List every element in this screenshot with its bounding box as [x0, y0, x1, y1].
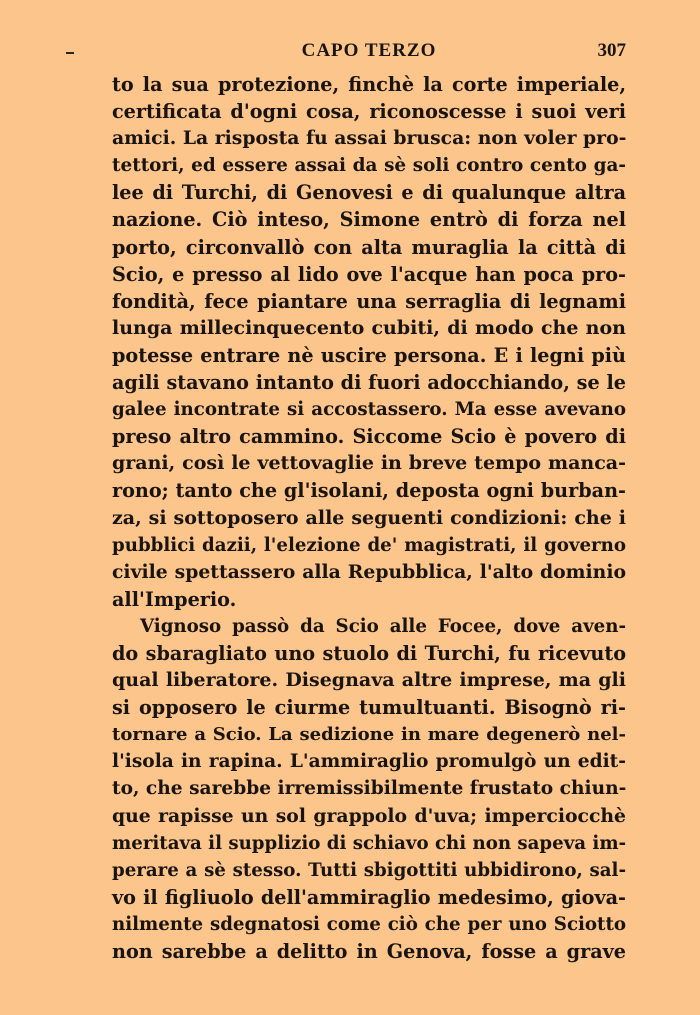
- text-line: Vignoso passò da Scio alle Focee, dove aven-: [140, 615, 626, 637]
- running-head: [112, 40, 626, 70]
- text-line: Scio, e presso al lido ove l'acque han poca pro-: [112, 262, 626, 286]
- text-line: perare a sè stesso. Tutti sbigottiti ubbidirono, sal-: [112, 859, 626, 881]
- text-line: nazione. Ciò inteso, Simone entrò di forza nel: [112, 208, 626, 232]
- chapter-title: CAPO TERZO: [301, 40, 437, 61]
- text-line: preso altro cammino. Siccome Scio è povero di: [112, 425, 626, 449]
- text-line: grani, così le vettovaglie in breve tempo manca-: [112, 452, 626, 475]
- text-line: lee di Turchi, di Genovesi e di qualunque altra: [112, 181, 626, 205]
- page-number: 307: [597, 40, 626, 61]
- text-line: do sbaragliato uno stuolo di Turchi, fu ricevuto: [112, 641, 626, 665]
- text-line: all'Imperio.: [112, 587, 237, 611]
- text-line: civile spettassero alla Repubblica, l'alto dominio: [112, 560, 626, 583]
- text-line: qual liberatore. Disegnava altre imprese, ma gli: [112, 669, 626, 692]
- text-line: fondità, fece piantare una serraglia di legnami: [112, 289, 626, 313]
- text-line: amici. La risposta fu assai brusca: non voler pro-: [112, 127, 627, 150]
- text-line: tornare a Scio. La sedizione in mare degenerò nel-: [112, 724, 626, 746]
- text-line: porto, circonvallò con alta muraglia la città di: [112, 235, 626, 259]
- text-line: tettori, ed essere assai da sè soli contro cento ga-: [112, 155, 626, 177]
- text-line: pubblici dazii, l'elezione de' magistrati, il governo: [112, 534, 626, 556]
- text-line: non sarebbe a delitto in Genova, fosse a grave: [112, 940, 626, 963]
- text-line: rono; tanto che gl'isolani, deposta ogni burban-: [112, 479, 626, 503]
- text-line: certificata d'ogni cosa, riconoscesse i suoi veri: [112, 100, 626, 124]
- text-line: si opposero le ciurme tumultuanti. Bisognò ri-: [112, 696, 626, 720]
- text-line: agili stavano intanto di fuori adocchiando, se le: [112, 371, 626, 395]
- text-line: galee incontrate si accostassero. Ma esse avevano: [112, 399, 626, 421]
- text-line: meritava il supplizio di schiavo chi non sapeva im-: [112, 832, 627, 854]
- text-line: to la sua protezione, finchè la corte imperiale,: [112, 73, 626, 96]
- text-line: vo il figliuolo dell'ammiraglio medesimo, giova-: [112, 885, 626, 909]
- margin-mark: [66, 52, 74, 54]
- text-line: potesse entrare nè uscire persona. E i legni più: [112, 343, 626, 367]
- text-line: to, che sarebbe irremissibilmente frustato chiun-: [112, 778, 627, 800]
- text-line: l'isola in rapina. L'ammiraglio promulgò un edit-: [112, 751, 626, 773]
- text-line: lunga millecinquecento cubiti, di modo che non: [112, 316, 626, 339]
- text-line: za, si sottoposero alle seguenti condizioni: che i: [112, 506, 626, 529]
- text-line: que rapisse un sol grappolo d'uva; imperciocchè: [112, 804, 626, 827]
- body-text: [112, 71, 626, 965]
- text-line: nilmente sdegnatosi come ciò che per uno Sciotto: [112, 913, 626, 935]
